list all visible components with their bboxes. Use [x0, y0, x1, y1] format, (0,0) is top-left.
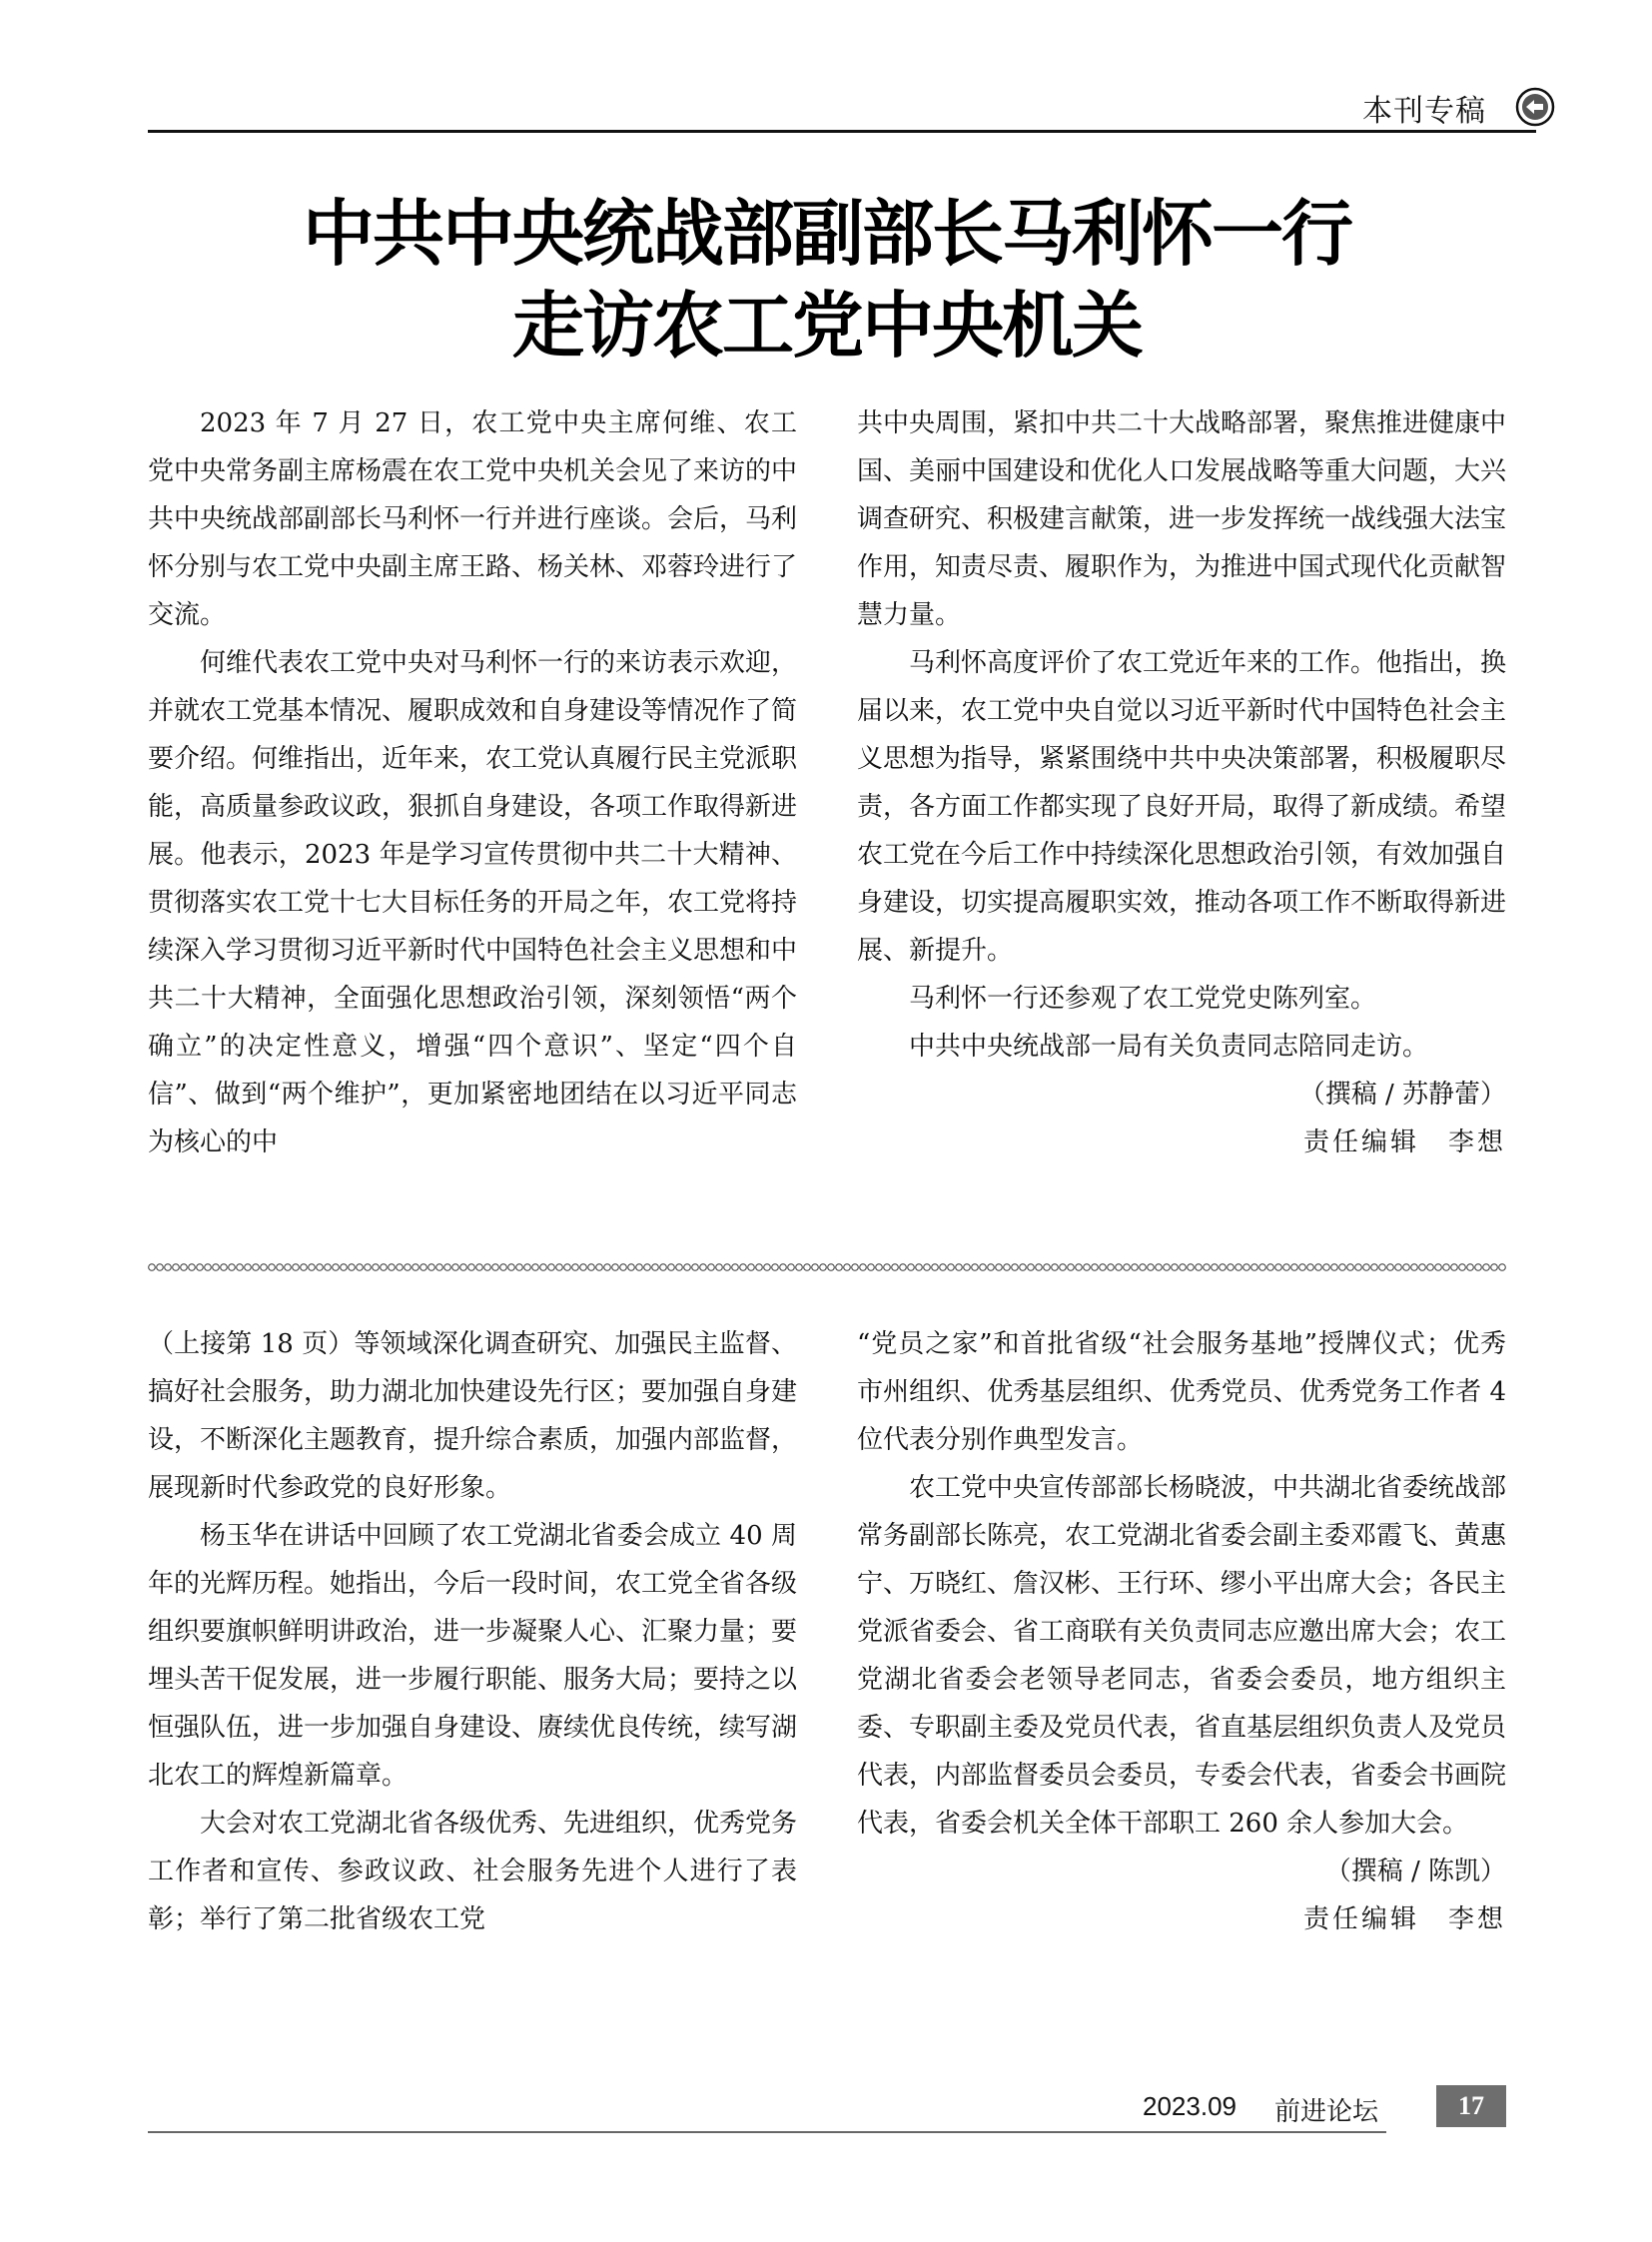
paragraph: 杨玉华在讲话中回顾了农工党湖北省委会成立 40 周年的光辉历程。她指出，今后一段时间，农工党全省各级组织要旗帜鲜明讲政治，进一步凝聚人心、汇聚力量；要埋头苦干促发展，进一步履行职能、服务大局；要持之以恒强队伍，进一步加强自身建设、赓续优良传统，续写湖北农工的辉煌新篇章。: [148, 1521, 798, 1791]
article-title-line-2: 走访农工党中央机关: [511, 284, 1142, 368]
paragraph: 大会对农工党湖北省各级优秀、先进组织，优秀党务工作者和宣传、参政议政、社会服务先进个人进行了表彰；举行了第二批省级农工党: [148, 1809, 798, 1934]
paragraph-continued: 共中央周围，紧扣中共二十大战略部署，聚焦推进健康中国、美丽中国建设和优化人口发展战略等重大问题，大兴调查研究、积极建言献策，进一步发挥统一战线强大法宝作用，知责尽责、履职作为，为推进中国式现代化贡献智慧力量。: [857, 408, 1507, 630]
article-title-line-1: 中共中央统战部副部长马利怀一行: [302, 192, 1351, 276]
paragraph: 农工党中央宣传部部长杨晓波，中共湖北省委统战部常务副部长陈亮，农工党湖北省委会副主委邓霞飞、黄惠宁、万晓红、詹汉彬、王行环、缪小平出席大会；各民主党派省委会、省工商联有关负责同志应邀出席大会；农工党湖北省委会老领导老同志，省委会委员，地方组织主委、专职副主委及党员代表，省直基层组织负责人及党员代表，内部监督委员会委员，专委会代表，省委会书画院代表，省委会机关全体干部职工 260 余人参加大会。: [857, 1473, 1507, 1839]
paragraph: 何维代表农工党中央对马利怀一行的来访表示欢迎，并就农工党基本情况、履职成效和自身建设等情况作了简要介绍。何维指出，近年来，农工党认真履行民主党派职能，高质量参政议政，狠抓自身建设，各项工作取得新进展。他表示，2023 年是学习宣传贯彻中共二十大精神、贯彻落实农工党十七大目标任务的开局之年，农工党将持续深入学习贯彻习近平新时代中国特色社会主义思想和中共二十大精神，全面强化思想政治引领，深刻领悟“两个确立”的决定性意义，增强“四个意识”、坚定“四个自信”、做到“两个维护”，更加紧密地团结在以习近平同志为核心的中: [148, 648, 798, 1157]
paragraph: 中共中央统战部一局有关负责同志陪同走访。: [909, 1032, 1429, 1062]
editor-credit: 责任编辑 李想: [1302, 1904, 1506, 1934]
author-credit: （撰稿 / 苏静蕾）: [1298, 1080, 1506, 1110]
editor-credit: 责任编辑 李想: [1302, 1127, 1506, 1157]
article2-right-column: [857, 1320, 1506, 1943]
paragraph: 马利怀一行还参观了农工党党史陈列室。: [909, 984, 1377, 1014]
article2-left-column: [148, 1320, 797, 1943]
issue-date: 2023.09: [1143, 2091, 1237, 2121]
magazine-name: 前进论坛: [1273, 2097, 1378, 2127]
paragraph: 马利怀高度评价了农工党近年来的工作。他指出，换届以来，农工党中央自觉以习近平新时代中国特色社会主义思想为指导，紧紧围绕中共中央决策部署，积极履职尽责，各方面工作都实现了良好开局，取得了新成绩。希望农工党在今后工作中持续深化思想政治引领，有效加强自身建设，切实提高履职实效，推动各项工作不断取得新进展、新提升。: [857, 648, 1507, 966]
article-title: [148, 188, 1506, 372]
back-arrow-circle-icon: [1514, 86, 1556, 128]
page-number: 17: [1436, 2085, 1506, 2127]
paragraph: 2023 年 7 月 27 日，农工党中央主席何维、农工党中央常务副主席杨震在农工党中央机关会见了来访的中共中央统战部副部长马利怀一行并进行座谈。会后，马利怀分别与农工党中央副主席王路、杨关林、邓蓉玲进行了交流。: [148, 408, 798, 630]
footer-rule: [148, 2131, 1386, 2133]
section-label: 本刊专稿: [1362, 94, 1486, 129]
header-rule: [148, 130, 1536, 133]
article1-left-column: [148, 399, 797, 1166]
paragraph-continued: （上接第 18 页）等领域深化调查研究、加强民主监督、搞好社会服务，助力湖北加快建设先行区；要加强自身建设，不断深化主题教育，提升综合素质，加强内部监督，展现新时代参政党的良好形象。: [148, 1329, 798, 1503]
page-footer: [148, 2085, 1506, 2135]
paragraph-continued: “党员之家”和首批省级“社会服务基地”授牌仪式；优秀市州组织、优秀基层组织、优秀党员、优秀党务工作者 4 位代表分别作典型发言。: [857, 1329, 1506, 1455]
chain-circles-divider: [148, 1262, 1506, 1272]
article1-right-column: [857, 399, 1506, 1166]
page-header: [148, 78, 1566, 132]
author-credit: （撰稿 / 陈凯）: [1324, 1857, 1506, 1886]
